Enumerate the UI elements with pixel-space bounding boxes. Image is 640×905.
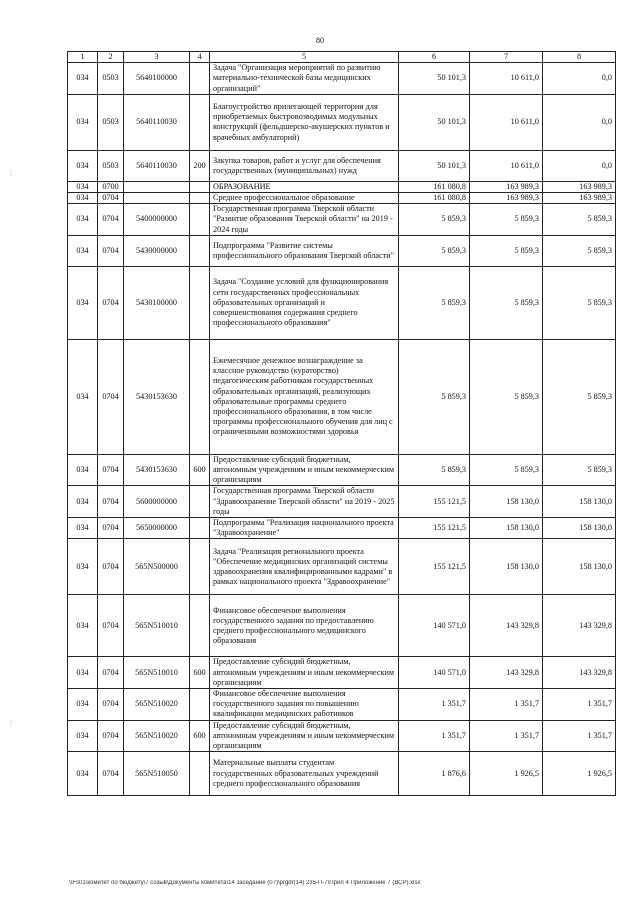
section-code-cell: 0503 (98, 94, 124, 150)
expense-type-cell (190, 193, 210, 204)
code-ministry-cell: 034 (68, 235, 98, 266)
section-code-cell: 0700 (98, 181, 124, 192)
expense-type-cell (190, 63, 210, 95)
section-code-cell: 0704 (98, 486, 124, 518)
description-cell: ОБРАЗОВАНИЕ (210, 181, 399, 192)
section-code-cell: 0704 (98, 720, 124, 752)
amount-year2-cell: 158 130,0 (470, 539, 543, 595)
table-row (68, 657, 616, 689)
target-article-cell: 565N510020 (124, 720, 190, 752)
expense-type-cell (190, 595, 210, 657)
amount-year3-cell: 1 926,5 (543, 752, 616, 796)
amount-year1-cell: 1 351,7 (399, 720, 470, 752)
expense-type-cell (190, 181, 210, 192)
header-cell: 6 (399, 52, 470, 63)
code-ministry-cell: 034 (68, 657, 98, 689)
description-cell: Материальные выплаты студентам государственных образовательных учреждений среднего профессионального образования (210, 752, 399, 796)
description-cell: Среднее профессиональное образование (210, 193, 399, 204)
file-path-footer: \\Fs01\комитет по бюджету\7 созыв\Документы комитета\14 заседание (07)\prgdr(14) 235-П-7\Прил 4 Приложение 7 (ВСР).xlsx (69, 880, 421, 886)
description-cell: Предоставление субсидий бюджетным, автономным учреждениям и иным некоммерческим организациям (210, 454, 399, 486)
target-article-cell: 5430100000 (124, 266, 190, 339)
amount-year1-cell: 50 101,3 (399, 94, 470, 150)
amount-year1-cell: 161 080,8 (399, 193, 470, 204)
amount-year2-cell: 5 859,3 (470, 266, 543, 339)
section-code-cell: 0704 (98, 657, 124, 689)
amount-year3-cell: 5 859,3 (543, 339, 616, 454)
amount-year2-cell: 1 926,5 (470, 752, 543, 796)
section-code-cell: 0704 (98, 193, 124, 204)
amount-year1-cell: 5 859,3 (399, 339, 470, 454)
expense-type-cell: 200 (190, 150, 210, 181)
table-row (68, 63, 616, 95)
amount-year1-cell: 155 121,5 (399, 518, 470, 539)
description-cell: Закупка товаров, работ и услуг для обеспечения государственных (муниципальных) нужд (210, 150, 399, 181)
code-ministry-cell: 034 (68, 720, 98, 752)
description-cell: Подпрограмма "Реализация национального проекта "Здравоохранение" (210, 518, 399, 539)
table-row (68, 518, 616, 539)
section-code-cell: 0704 (98, 595, 124, 657)
target-article-cell (124, 181, 190, 192)
code-ministry-cell: 034 (68, 94, 98, 150)
table-row (68, 94, 616, 150)
header-row (68, 52, 616, 63)
target-article-cell: 5430000000 (124, 235, 190, 266)
header-cell: 2 (98, 52, 124, 63)
header-cell: 8 (543, 52, 616, 63)
section-code-cell: 0503 (98, 63, 124, 95)
target-article-cell: 5640100000 (124, 63, 190, 95)
amount-year2-cell: 143 329,8 (470, 657, 543, 689)
page-number: 80 (316, 36, 324, 45)
section-code-cell: 0704 (98, 266, 124, 339)
header-cell: 7 (470, 52, 543, 63)
amount-year3-cell: 5 859,3 (543, 454, 616, 486)
table-row (68, 486, 616, 518)
amount-year3-cell: 0,0 (543, 150, 616, 181)
target-article-cell: 565N510020 (124, 689, 190, 721)
code-ministry-cell: 034 (68, 193, 98, 204)
expense-type-cell: 600 (190, 454, 210, 486)
amount-year2-cell: 163 989,3 (470, 193, 543, 204)
expense-type-cell (190, 204, 210, 236)
section-code-cell: 0704 (98, 204, 124, 236)
amount-year1-cell: 50 101,3 (399, 63, 470, 95)
section-code-cell: 0704 (98, 235, 124, 266)
header-cell: 1 (68, 52, 98, 63)
amount-year2-cell: 5 859,3 (470, 235, 543, 266)
amount-year1-cell: 155 121,5 (399, 539, 470, 595)
expense-type-cell: 600 (190, 720, 210, 752)
code-ministry-cell: 034 (68, 539, 98, 595)
table-row (68, 720, 616, 752)
table-row (68, 539, 616, 595)
description-cell: Финансовое обеспечение выполнения государственного задания по повышению квалификации медицинских работников (210, 689, 399, 721)
amount-year2-cell: 10 611,0 (470, 63, 543, 95)
table-row (68, 454, 616, 486)
amount-year2-cell: 10 611,0 (470, 94, 543, 150)
table-row (68, 266, 616, 339)
amount-year3-cell: 158 130,0 (543, 539, 616, 595)
expense-type-cell (190, 266, 210, 339)
section-code-cell: 0704 (98, 752, 124, 796)
amount-year1-cell: 5 859,3 (399, 235, 470, 266)
expense-type-cell: 600 (190, 657, 210, 689)
description-cell: Предоставление субсидий бюджетным, автономным учреждениям и иным некоммерческим организациям (210, 720, 399, 752)
amount-year3-cell: 5 859,3 (543, 266, 616, 339)
code-ministry-cell: 034 (68, 595, 98, 657)
description-cell: Государственная программа Тверской области "Развитие образования Тверской области" на 2019 - 2024 годы (210, 204, 399, 236)
section-code-cell: 0704 (98, 689, 124, 721)
amount-year1-cell: 5 859,3 (399, 204, 470, 236)
expense-type-cell (190, 752, 210, 796)
target-article-cell: 5600000000 (124, 486, 190, 518)
table-row (68, 181, 616, 192)
header-cell: 5 (210, 52, 399, 63)
header-cell: 3 (124, 52, 190, 63)
table-row (68, 752, 616, 796)
table-row (68, 595, 616, 657)
amount-year2-cell: 5 859,3 (470, 204, 543, 236)
amount-year1-cell: 50 101,3 (399, 150, 470, 181)
margin-mark: ⋮ (8, 171, 14, 177)
amount-year2-cell: 1 351,7 (470, 689, 543, 721)
description-cell: Благоустройство прилегающей территории для приобретаемых быстровозводимых модульных конструкций (фельдшерско-акушерских пунктов и врачебных амбулаторий) (210, 94, 399, 150)
table-row (68, 689, 616, 721)
description-cell: Подпрограмма "Развитие системы профессионального образования Тверской области" (210, 235, 399, 266)
code-ministry-cell: 034 (68, 486, 98, 518)
amount-year1-cell: 140 571,0 (399, 595, 470, 657)
table-row (68, 339, 616, 454)
target-article-cell: 5430153630 (124, 454, 190, 486)
amount-year3-cell: 1 351,7 (543, 720, 616, 752)
amount-year3-cell: 163 989,3 (543, 181, 616, 192)
expense-type-cell (190, 339, 210, 454)
code-ministry-cell: 034 (68, 689, 98, 721)
margin-mark: ⋮ (8, 721, 14, 727)
section-code-cell: 0503 (98, 150, 124, 181)
code-ministry-cell: 034 (68, 339, 98, 454)
description-cell: Государственная программа Тверской области "Здравоохранение Тверской области" на 2019 - 2025 годы (210, 486, 399, 518)
amount-year2-cell: 5 859,3 (470, 339, 543, 454)
amount-year2-cell: 163 989,3 (470, 181, 543, 192)
target-article-cell: 565N510010 (124, 595, 190, 657)
description-cell: Финансовое обеспечение выполнения государственного задания по предоставлению среднего профессионального медицинского образования (210, 595, 399, 657)
description-cell: Ежемесячное денежное вознаграждение за классное руководство (кураторство) педагогическим работникам государственных образовательных организаций, реализующих образовательные программы среднего профессионального образования, в том числе программы профессионального обучения для лиц с ограниченными возможностями здоровья (210, 339, 399, 454)
description-cell: Задача "Организация мероприятий по развитию материально-технической базы медицинских организаций" (210, 63, 399, 95)
code-ministry-cell: 034 (68, 63, 98, 95)
amount-year2-cell: 10 611,0 (470, 150, 543, 181)
amount-year2-cell: 1 351,7 (470, 720, 543, 752)
section-code-cell: 0704 (98, 454, 124, 486)
target-article-cell: 5650000000 (124, 518, 190, 539)
target-article-cell: 565N510050 (124, 752, 190, 796)
section-code-cell: 0704 (98, 518, 124, 539)
table-row (68, 150, 616, 181)
expense-type-cell (190, 518, 210, 539)
amount-year3-cell: 158 130,0 (543, 486, 616, 518)
amount-year1-cell: 155 121,5 (399, 486, 470, 518)
target-article-cell: 565N510010 (124, 657, 190, 689)
table-row (68, 235, 616, 266)
section-code-cell: 0704 (98, 339, 124, 454)
expense-type-cell (190, 486, 210, 518)
description-cell: Задача "Реализация регионального проекта "Обеспечение медицинских организаций системы здравоохранения квалифицированными кадрами" в рамках национального проекта "Здравоохранение" (210, 539, 399, 595)
code-ministry-cell: 034 (68, 150, 98, 181)
amount-year3-cell: 1 351,7 (543, 689, 616, 721)
table-row (68, 204, 616, 236)
target-article-cell (124, 193, 190, 204)
code-ministry-cell: 034 (68, 266, 98, 339)
amount-year3-cell: 5 859,3 (543, 204, 616, 236)
amount-year3-cell: 0,0 (543, 63, 616, 95)
code-ministry-cell: 034 (68, 752, 98, 796)
amount-year2-cell: 158 130,0 (470, 518, 543, 539)
amount-year3-cell: 5 859,3 (543, 235, 616, 266)
expense-type-cell (190, 235, 210, 266)
description-cell: Предоставление субсидий бюджетным, автономным учреждениям и иным некоммерческим организациям (210, 657, 399, 689)
amount-year2-cell: 143 329,8 (470, 595, 543, 657)
target-article-cell: 5640110030 (124, 150, 190, 181)
amount-year3-cell: 158 130,0 (543, 518, 616, 539)
amount-year1-cell: 1 876,6 (399, 752, 470, 796)
table-row (68, 193, 616, 204)
code-ministry-cell: 034 (68, 454, 98, 486)
expense-type-cell (190, 94, 210, 150)
amount-year3-cell: 143 329,8 (543, 595, 616, 657)
expense-type-cell (190, 689, 210, 721)
target-article-cell: 5640110030 (124, 94, 190, 150)
amount-year1-cell: 161 080,8 (399, 181, 470, 192)
code-ministry-cell: 034 (68, 181, 98, 192)
code-ministry-cell: 034 (68, 518, 98, 539)
target-article-cell: 5430153630 (124, 339, 190, 454)
target-article-cell: 5400000000 (124, 204, 190, 236)
amount-year3-cell: 143 329,8 (543, 657, 616, 689)
code-ministry-cell: 034 (68, 204, 98, 236)
budget-table (67, 51, 616, 796)
amount-year2-cell: 158 130,0 (470, 486, 543, 518)
amount-year1-cell: 5 859,3 (399, 454, 470, 486)
amount-year1-cell: 5 859,3 (399, 266, 470, 339)
amount-year1-cell: 1 351,7 (399, 689, 470, 721)
amount-year3-cell: 163 989,3 (543, 193, 616, 204)
description-cell: Задача "Создание условий для функционирования сети государственных профессиональных образовательных организаций и совершенствования содержания среднего профессионального образования" (210, 266, 399, 339)
amount-year2-cell: 5 859,3 (470, 454, 543, 486)
section-code-cell: 0704 (98, 539, 124, 595)
amount-year3-cell: 0,0 (543, 94, 616, 150)
header-cell: 4 (190, 52, 210, 63)
amount-year1-cell: 140 571,0 (399, 657, 470, 689)
target-article-cell: 565N500000 (124, 539, 190, 595)
expense-type-cell (190, 539, 210, 595)
